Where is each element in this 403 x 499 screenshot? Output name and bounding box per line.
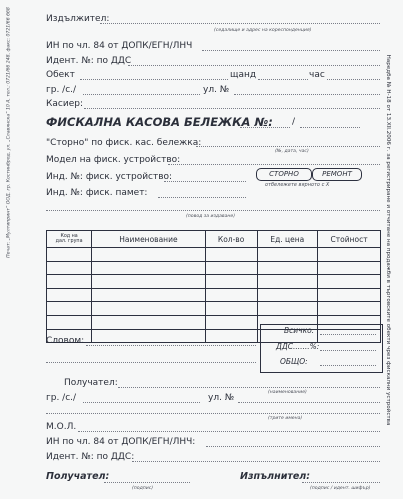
sig-issuer-hint: (подпис / идент. шифър) — [310, 486, 371, 491]
vat-label: Идент. №: по ДДС — [46, 56, 132, 66]
memory-label: Инд. №: фиск. памет: — [46, 188, 148, 198]
total-label: Всичко: — [284, 326, 315, 335]
receiver-ein-label: ИН по чл. 84 от ДОПК/ЕГН/ЛНЧ: — [46, 437, 196, 447]
sig-issuer-label: Изпълнител: — [240, 471, 311, 482]
table-row[interactable] — [47, 275, 381, 289]
issuer-label: Издължител: — [46, 14, 110, 24]
printer-imprint: Печат: „Мултипринт“ ООД, гр. Костинброд, ул. „Славянска“ 10 А, тел.: 0721/66 248, факс: 0721/66 668 — [6, 7, 12, 258]
words-field[interactable] — [86, 345, 256, 346]
reason-field[interactable] — [46, 210, 380, 211]
words-label: Словом: — [46, 336, 85, 346]
storno-label: "Сторно" по фиск. кас. бележка: — [46, 138, 202, 148]
mark-hint: отбележете вярното с Х — [265, 182, 330, 188]
memory-field[interactable] — [158, 197, 246, 198]
receiver-extra-field[interactable] — [46, 413, 380, 414]
receiver-vat-label: Идент. №: по ДДС: — [46, 452, 135, 462]
vat-field[interactable] — [128, 65, 380, 66]
receiver-label: Получател: — [64, 378, 118, 388]
site-label: Обект — [46, 70, 75, 80]
receiver-vat-field[interactable] — [132, 461, 380, 462]
device-label: Инд. №: фиск. устройство: — [46, 172, 173, 182]
col-group-code: Код на дал. група — [47, 231, 92, 248]
model-field[interactable] — [168, 164, 380, 165]
total-field[interactable] — [320, 334, 376, 335]
hour-label: час — [309, 70, 325, 80]
sig-receiver-hint: (подпис) — [132, 486, 154, 491]
table-row[interactable] — [47, 261, 381, 275]
issuer-field[interactable] — [100, 23, 380, 24]
owner-hint: (трите имена) — [268, 416, 303, 421]
reason-hint: (повод за издаване) — [186, 214, 236, 219]
sig-receiver-field[interactable] — [104, 482, 190, 483]
cashier-label: Касиер: — [46, 99, 83, 109]
col-name: Наименование — [92, 231, 206, 248]
city-label: гр. /с./ — [46, 85, 77, 95]
col-qty: Кол-во — [205, 231, 257, 248]
shop-label: щанд — [230, 70, 257, 80]
site-field[interactable] — [80, 79, 228, 80]
receiver-street-label: ул. № — [208, 393, 235, 403]
vat-total-field[interactable] — [320, 350, 376, 351]
street-label: ул. № — [203, 85, 230, 95]
receipt-slash: / — [292, 117, 296, 127]
vat-total-label: ДДС.......%: — [276, 342, 320, 351]
table-row[interactable] — [47, 288, 381, 302]
storno-hint: (№, дата, час) — [275, 149, 309, 154]
storno-checkbox[interactable]: СТОРНО — [256, 168, 312, 181]
words-field-2[interactable] — [46, 362, 256, 363]
receipt-number-field[interactable] — [240, 127, 290, 128]
receiver-city-field[interactable] — [83, 402, 200, 403]
receiver-street-field[interactable] — [238, 402, 380, 403]
issuer-hint: (седалище и адрес на кореспонденция) — [214, 28, 312, 33]
receipt-series-field[interactable] — [300, 127, 360, 128]
device-field[interactable] — [164, 181, 246, 182]
hour-field[interactable] — [327, 79, 380, 80]
street-field[interactable] — [234, 94, 380, 95]
city-field[interactable] — [83, 94, 200, 95]
table-row[interactable] — [47, 302, 381, 316]
sig-issuer-field[interactable] — [302, 482, 380, 483]
ein-label: ИН по чл. 84 от ДОПК/ЕГН/ЛНЧ — [46, 41, 193, 51]
cashier-field[interactable] — [84, 108, 380, 109]
shop-field[interactable] — [258, 79, 308, 80]
mol-field[interactable] — [78, 431, 380, 432]
ein-field[interactable] — [202, 50, 380, 51]
col-value: Стойност — [318, 231, 381, 248]
mol-label: М.О.Л. — [46, 422, 77, 432]
repair-checkbox[interactable]: РЕМОНТ — [312, 168, 362, 181]
receiver-field[interactable] — [118, 387, 380, 388]
receiver-city-label: гр. /с./ — [46, 393, 77, 403]
sum-label: ОБЩО: — [280, 357, 308, 366]
receiver-hint: (наименование) — [268, 390, 307, 395]
regulation-note: Наредба № Н-18 от 13.XII.2006 г. за регистриране и отчитане на продажби в търговските обекти чрез фискални устройства — [385, 54, 391, 426]
receipt-title: ФИСКАЛНА КАСОВА БЕЛЕЖКА №: — [46, 115, 273, 129]
sig-receiver-label: Получател: — [46, 471, 110, 482]
table-row[interactable] — [47, 248, 381, 262]
table-header-row — [47, 231, 381, 248]
storno-field[interactable] — [196, 146, 380, 147]
receiver-ein-field[interactable] — [206, 446, 380, 447]
sum-field[interactable] — [320, 365, 376, 366]
col-unit-price: Ед. цена — [257, 231, 318, 248]
model-label: Модел на фиск. устройство: — [46, 155, 181, 165]
